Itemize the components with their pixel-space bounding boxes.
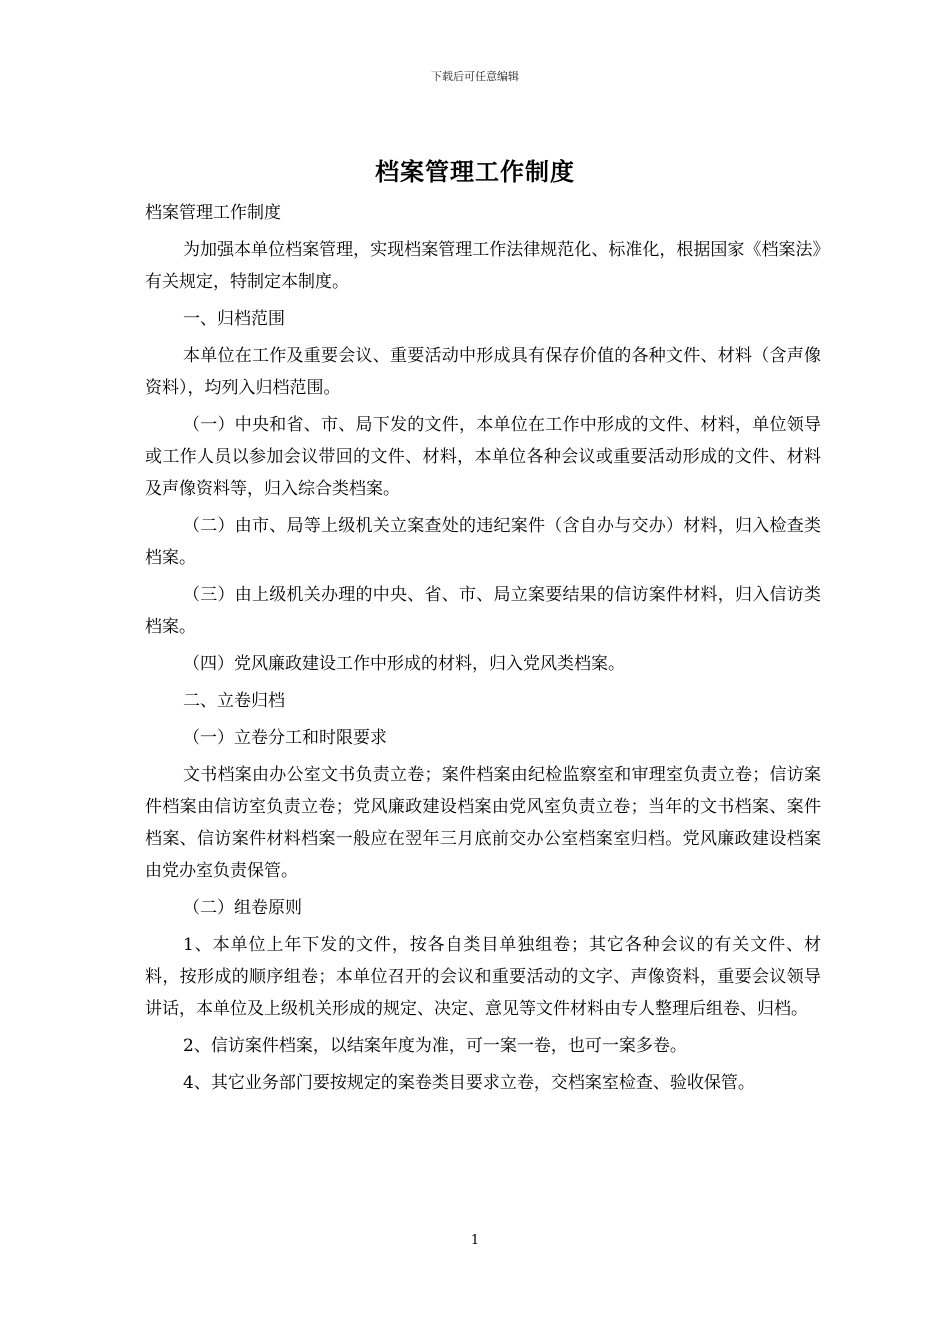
section-heading-2: 二、立卷归档 xyxy=(183,691,285,711)
paragraph: 1、本单位上年下发的文件，按各自类目单独组卷；其它各种会议的有关文件、材料，按形成的顺序组卷；本单位召开的会议和重要活动的文字、声像资料，重要会议领导讲话，本单位及上级机关形成的规定、决定、意见等文件材料由专人整理后组卷、归档。 xyxy=(145,935,821,1019)
subsection-heading: （二）组卷原则 xyxy=(183,898,302,918)
subsection-heading: （一）立卷分工和时限要求 xyxy=(183,728,387,748)
paragraph: 本单位在工作及重要会议、重要活动中形成具有保存价值的各种文件、材料（含声像资料），均列入归档范围。 xyxy=(145,346,821,398)
paragraph: 文书档案由办公室文书负责立卷；案件档案由纪检监察室和审理室负责立卷；信访案件档案由信访室负责立卷；党风廉政建设档案由党风室负责立卷；当年的文书档案、案件档案、信访案件材料档案一般应在翌年三月底前交办公室档案室归档。党风廉政建设档案由党办室负责保管。 xyxy=(145,765,821,881)
page-number: 1 xyxy=(470,1233,480,1248)
document-title: 档案管理工作制度 xyxy=(375,157,575,186)
paragraph-subtitle: 档案管理工作制度 xyxy=(145,203,281,223)
paragraph: 2、信访案件档案，以结案年度为准，可一案一卷，也可一案多卷。 xyxy=(183,1036,687,1056)
paragraph: （二）由市、局等上级机关立案查处的违纪案件（含自办与交办）材料，归入检查类档案。 xyxy=(145,516,821,568)
paragraph: 4、其它业务部门要按规定的案卷类目要求立卷，交档案室检查、验收保管。 xyxy=(183,1073,755,1093)
paragraph: （一）中央和省、市、局下发的文件，本单位在工作中形成的文件、材料，单位领导或工作人员以参加会议带回的文件、材料，本单位各种会议或重要活动形成的文件、材料及声像资料等，归入综合类档案。 xyxy=(145,415,821,499)
paragraph-intro: 为加强本单位档案管理，实现档案管理工作法律规范化、标准化，根据国家《档案法》有关规定，特制定本制度。 xyxy=(145,240,821,292)
paragraph: （四）党风廉政建设工作中形成的材料，归入党风类档案。 xyxy=(183,654,625,674)
section-heading-1: 一、归档范围 xyxy=(183,309,285,329)
header-note: 下载后可任意编辑 xyxy=(431,70,519,83)
document-body xyxy=(145,197,821,1104)
paragraph: （三）由上级机关办理的中央、省、市、局立案要结果的信访案件材料，归入信访类档案。 xyxy=(145,585,821,637)
